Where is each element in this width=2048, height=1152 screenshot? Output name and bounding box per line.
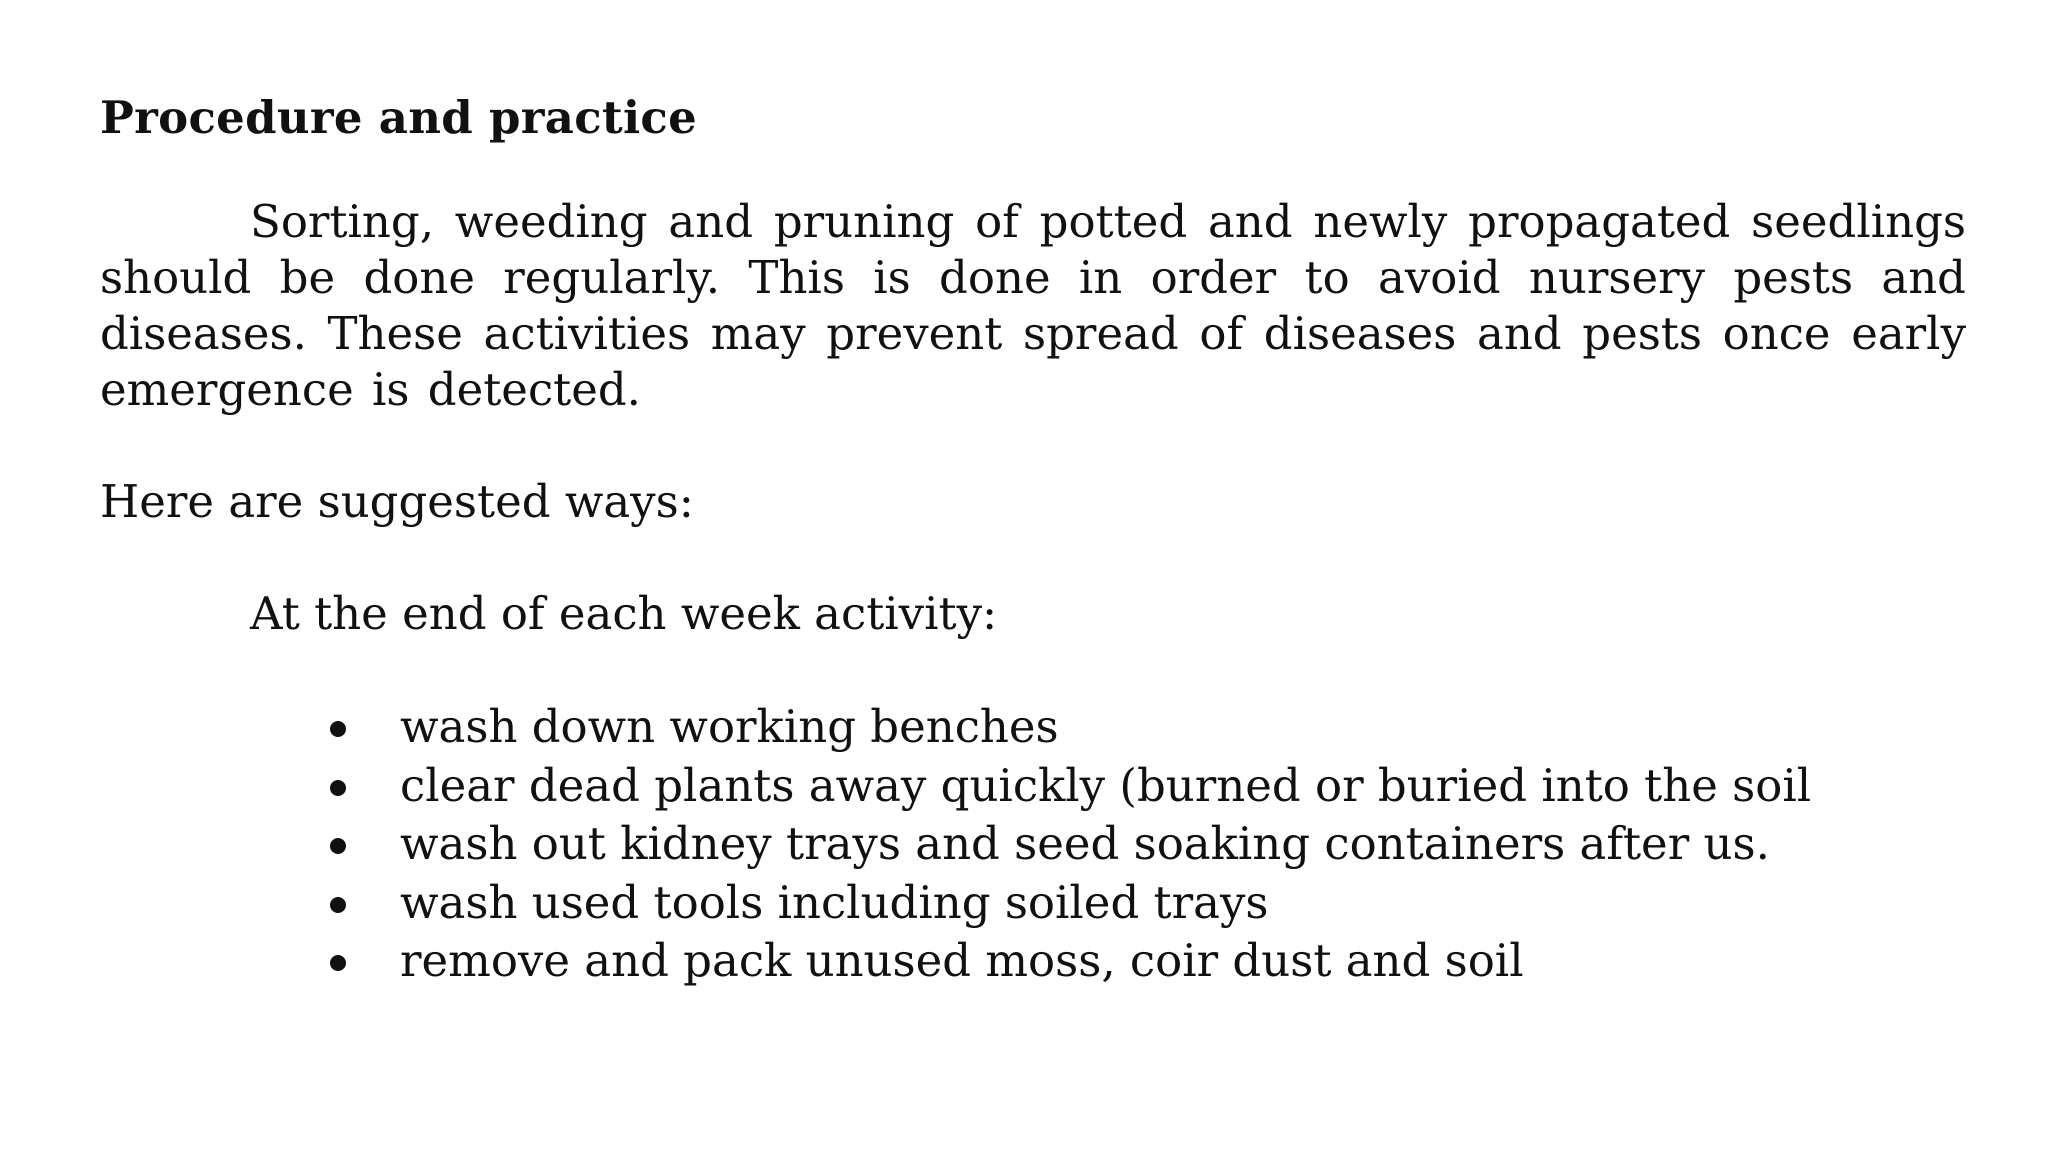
bullet-icon [330,838,346,854]
bullet-icon [330,780,346,796]
document-page [100,86,1966,991]
list-item [100,932,1966,991]
list-item-text: wash down working benches [400,700,1059,753]
bullet-list [100,698,1966,991]
intro-line: Here are suggested ways: [100,475,694,528]
list-item [100,874,1966,933]
bullet-icon [330,721,346,737]
list-item [100,757,1966,816]
list-item [100,815,1966,874]
list-item-text: clear dead plants away quickly (burned or buried into the soil [400,758,1812,812]
bullet-icon [330,955,346,971]
list-item-text: wash out kidney trays and seed soaking containers after us. [400,817,1770,870]
body-paragraph: Sorting, weeding and pruning of potted and newly propagated seedlings should be done regularly. This is done in order to avoid nursery pests and diseases. These activities may prevent spread of diseases and pests once early emergence is detected. [100,195,1966,416]
list-item-text: remove and pack unused moss, coir dust and soil [400,934,1524,987]
bullet-icon [330,897,346,913]
section-heading: Procedure and practice [100,91,698,144]
list-item [100,698,1966,757]
list-item-text: wash used tools including soiled trays [400,875,1269,929]
sub-heading-line: At the end of each week activity: [250,587,998,640]
